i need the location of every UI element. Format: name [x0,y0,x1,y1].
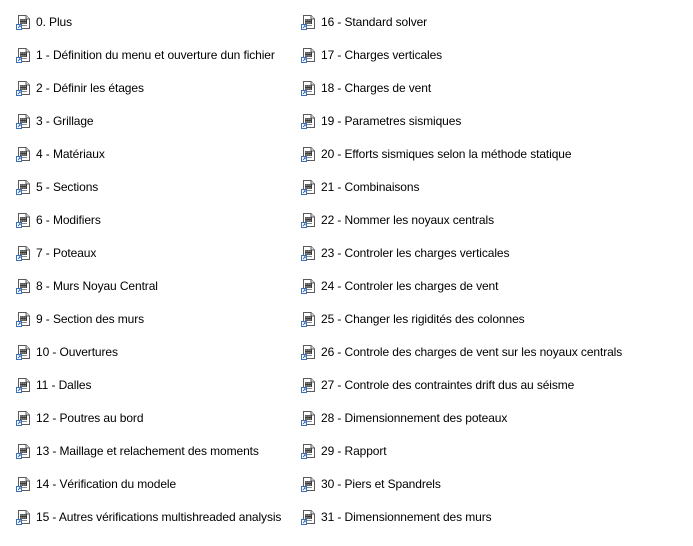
file-name: 23 - Controler les charges verticales [321,245,510,260]
file-item[interactable] [16,434,300,467]
file-item[interactable] [301,170,691,203]
file-name: 18 - Charges de vent [321,80,432,95]
file-item[interactable] [301,38,691,71]
file-item[interactable] [301,104,691,137]
file-name: 8 - Murs Noyau Central [36,278,158,293]
file-name: 28 - Dimensionnement des poteaux [321,410,508,425]
file-shortcut-icon [301,311,317,327]
file-shortcut-icon [301,377,317,393]
file-shortcut-icon [16,80,32,96]
file-item[interactable] [16,203,300,236]
file-item[interactable] [301,467,691,500]
file-item[interactable] [301,368,691,401]
file-shortcut-icon [16,311,32,327]
file-name: 29 - Rapport [321,443,387,458]
file-item[interactable] [16,368,300,401]
file-item[interactable] [301,71,691,104]
file-name: 20 - Efforts sismiques selon la méthode statique [321,146,572,161]
file-shortcut-icon [301,113,317,129]
file-name: 21 - Combinaisons [321,179,420,194]
file-shortcut-icon [301,476,317,492]
file-name: 15 - Autres vérifications multishreaded analysis [36,509,282,524]
file-name: 1 - Définition du menu et ouverture dun fichier [36,47,275,62]
file-shortcut-icon [16,14,32,30]
file-shortcut-icon [301,47,317,63]
file-item[interactable] [16,467,300,500]
file-name: 11 - Dalles [36,377,92,392]
file-item[interactable] [16,71,300,104]
file-item[interactable] [301,500,691,533]
file-name: 25 - Changer les rigidités des colonnes [321,311,525,326]
file-shortcut-icon [301,146,317,162]
file-shortcut-icon [16,278,32,294]
file-item[interactable] [16,500,300,533]
file-name: 26 - Controle des charges de vent sur les noyaux centrals [321,344,623,359]
file-name: 5 - Sections [36,179,99,194]
file-name: 9 - Section des murs [36,311,145,326]
file-name: 0. Plus [36,14,72,29]
file-item[interactable] [16,269,300,302]
file-item[interactable] [301,236,691,269]
file-shortcut-icon [16,344,32,360]
file-item[interactable] [301,203,691,236]
file-shortcut-icon [16,179,32,195]
file-item[interactable] [301,269,691,302]
file-item[interactable] [16,137,300,170]
file-name: 17 - Charges verticales [321,47,443,62]
file-shortcut-icon [301,80,317,96]
file-name: 7 - Poteaux [36,245,97,260]
file-item[interactable] [16,104,300,137]
file-shortcut-icon [16,377,32,393]
file-name: 22 - Nommer les noyaux centrals [321,212,494,227]
file-item[interactable] [16,236,300,269]
file-shortcut-icon [16,410,32,426]
file-shortcut-icon [16,212,32,228]
file-item[interactable] [16,302,300,335]
file-item[interactable] [301,434,691,467]
file-shortcut-icon [16,509,32,525]
file-shortcut-icon [301,14,317,30]
file-name: 27 - Controle des contraintes drift dus au séisme [321,377,575,392]
file-shortcut-icon [16,245,32,261]
file-name: 4 - Matériaux [36,146,105,161]
file-shortcut-icon [301,509,317,525]
file-shortcut-icon [301,278,317,294]
file-item[interactable] [16,38,300,71]
file-name: 19 - Parametres sismiques [321,113,462,128]
file-shortcut-icon [16,47,32,63]
file-item[interactable] [16,170,300,203]
file-item[interactable] [301,137,691,170]
file-item[interactable] [16,401,300,434]
file-shortcut-icon [16,113,32,129]
file-shortcut-icon [301,344,317,360]
file-name: 30 - Piers et Spandrels [321,476,441,491]
file-item[interactable] [301,401,691,434]
file-name: 13 - Maillage et relachement des moments [36,443,259,458]
file-name: 10 - Ouvertures [36,344,118,359]
file-name: 14 - Vérification du modele [36,476,177,491]
file-shortcut-icon [301,245,317,261]
file-list-right-column [301,5,691,533]
file-shortcut-icon [301,410,317,426]
file-name: 16 - Standard solver [321,14,428,29]
file-name: 24 - Controler les charges de vent [321,278,499,293]
file-name: 3 - Grillage [36,113,94,128]
file-name: 12 - Poutres au bord [36,410,144,425]
file-shortcut-icon [301,212,317,228]
file-shortcut-icon [16,443,32,459]
file-name: 6 - Modifiers [36,212,101,227]
file-shortcut-icon [301,443,317,459]
file-shortcut-icon [16,476,32,492]
file-name: 2 - Définir les étages [36,80,144,95]
file-item[interactable] [301,335,691,368]
file-shortcut-icon [301,179,317,195]
file-item[interactable] [16,335,300,368]
file-list-left-column [16,5,300,533]
file-shortcut-icon [16,146,32,162]
file-item[interactable] [16,5,300,38]
file-item[interactable] [301,5,691,38]
file-name: 31 - Dimensionnement des murs [321,509,492,524]
file-item[interactable] [301,302,691,335]
